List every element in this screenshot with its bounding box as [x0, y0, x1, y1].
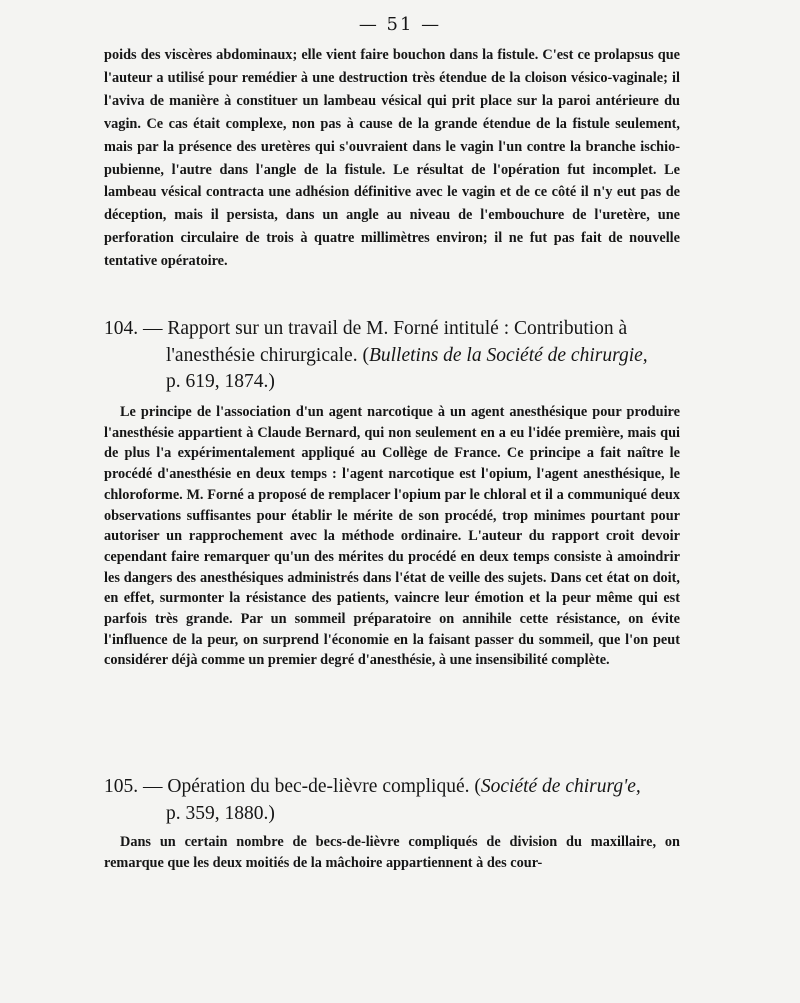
entry-104-number: 104.	[104, 318, 139, 339]
entry-105-title-line1	[104, 774, 684, 801]
entry-104-title-line1	[104, 316, 684, 343]
entry-104-title-text: Rapport sur un travail de M. Forné intitulé : Contribution à	[167, 318, 628, 339]
entry-105-heading	[104, 774, 684, 827]
entry-105-body: Dans un certain nombre de becs-de-lièvre compliqués de division du maxillaire, on remarque que les deux moitiés de la mâchoire appartiennent à des cour-	[104, 834, 680, 871]
entry-104-title-plain: l'anesthésie chirurgicale. (	[166, 344, 369, 366]
entry-105-title-plain: Opération du bec-de-lièvre compliqué. (	[167, 776, 481, 797]
page-number: — 51 —	[358, 14, 442, 35]
entry-104-dash: —	[143, 318, 163, 339]
entry-104-reference: Bulletins de la Société de chirurgie,	[368, 344, 648, 366]
entry-104-heading	[104, 316, 684, 396]
entry-105-number: 105.	[104, 776, 139, 797]
entry-104-title-line3: p. 619, 1874.)	[166, 371, 275, 392]
entry-105-dash: —	[143, 776, 163, 797]
continuation-paragraph: poids des viscères abdominaux; elle vient faire bouchon dans la fistule. C'est ce prolapsus que l'auteur a utilisé pour remédier à une destruction très étendue de la cloison vésico-vaginale; il l'aviva de manière à constituer un lambeau vésical qui prit place sur la paroi antérieure du vagin. Ce cas était complexe, non pas à cause de la grande étendue de la fistule seulement, mais par la présence des uretères qui s'ouvraient dans le vagin l'un contre la branche ischio-pubienne, l'autre dans l'angle de la fistule. Le résultat de l'opération fut incomplet. Le lambeau vésical contracta une adhésion définitive avec le vagin et de ce côté il n'y eut pas de déception, mais il persista, dans un angle au niveau de l'embouchure de l'uretère, une perforation circulaire de trois à quatre millimètres environ; il ne fut pas fait de nouvelle tentative opératoire.	[104, 47, 680, 270]
entry-105-title-line2: p. 359, 1880.)	[166, 802, 275, 824]
entry-104-title-line2	[104, 343, 684, 370]
entry-105-reference: Société de chirurg'e,	[480, 776, 641, 797]
entry-104-body: Le principe de l'association d'un agent narcotique à un agent anesthésique pour produire l'anesthésie appartient à Claude Bernard, qui non seulement en a eu l'idée première, mais qui de plus l'a expérimentalement appliqué au Collège de France. Ce principe a fait naître le procédé d'anesthésie en deux temps : l'agent narcotique est l'opium, l'agent anesthésique, le chloroforme. M. Forné a proposé de remplacer l'opium par le chloral et il a communiqué deux observations suffisantes pour établir le mérite de son procédé, trop minimes pourtant pour autoriser un rapprochement avec la méthode ordinaire. L'auteur du rapport croit devoir cependant faire remarquer qu'un des mérites du procédé en deux temps consiste à amoindrir les dangers des anesthésiques administrés dans l'état de veille des sujets. Dans cet état on doit, en effet, surmonter la résistance des patients, vaincre leur émotion et la peur même qui est parfois très grande. Par un sommeil préparatoire on annihile cette résistance, on évite l'influence de la peur, on surprend l'économie en la faisant passer du sommeil, que l'on peut considérer déjà comme un premier degré d'anesthésie, à une insensibilité complète.	[104, 404, 680, 669]
